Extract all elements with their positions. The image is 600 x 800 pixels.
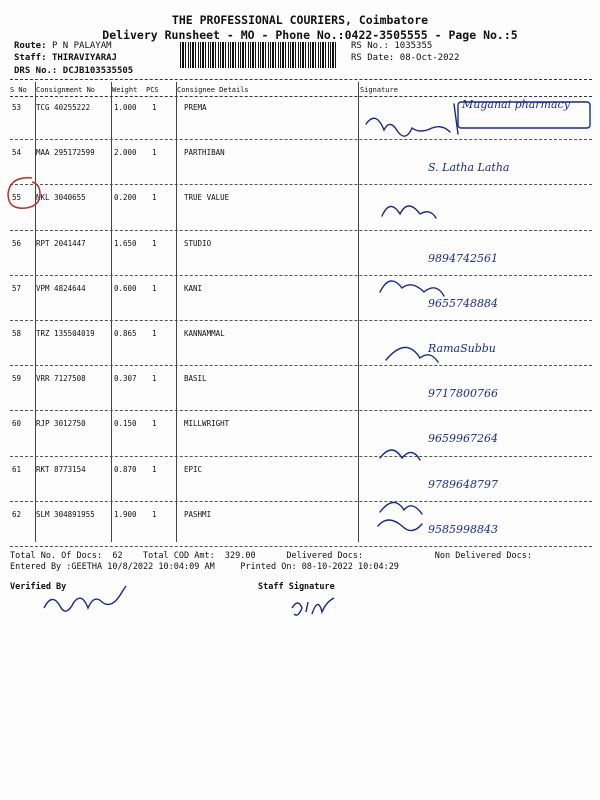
col-consignment-header: Consignment No	[36, 86, 96, 94]
rs-no-line	[351, 41, 432, 51]
route-line	[14, 41, 112, 51]
rs-date-value: 08-Oct-2022	[399, 53, 460, 63]
drs-value: DCJB103535505	[62, 66, 134, 76]
row-consignee: TRUE VALUE	[184, 193, 230, 203]
row-pcs: 1	[152, 193, 157, 203]
row-pcs: 1	[152, 374, 157, 384]
staff-value: THIRAVIYARAJ	[51, 53, 117, 63]
row-consignment-no: VPM 4824644	[36, 283, 86, 293]
row-pcs: 1	[152, 103, 157, 112]
row-divider	[10, 546, 592, 547]
row-pcs: 1	[152, 238, 157, 248]
totals-line: Total No. Of Docs: 62 Total COD Amt: 329.00 Delivered Docs: Non Delivered Docs:	[10, 551, 532, 561]
row-consignment-no: RJP 3012750	[36, 419, 86, 429]
signature-scribbles	[360, 96, 595, 546]
row-pcs: 1	[152, 464, 157, 474]
row-handwritten-note: 9655748884	[428, 296, 498, 310]
col-consignee-header: Consignee Details	[177, 86, 249, 94]
row-sno: 58	[12, 329, 22, 338]
col-pcs-header: PCS	[146, 86, 159, 94]
row-consignee: KANNAMMAL	[184, 329, 225, 338]
row-handwritten-note: 9894742561	[428, 251, 498, 265]
row-handwritten-note: S. Latha Latha	[428, 161, 510, 175]
row-handwritten-note: 9789648797	[428, 477, 498, 491]
row-consignee: MILLWRIGHT	[184, 419, 230, 429]
row-weight: 0.870	[114, 464, 137, 474]
drs-label: DRS No.:	[14, 66, 58, 76]
rs-no-label: RS No.:	[351, 41, 389, 51]
staff-line	[14, 53, 117, 63]
rs-date-line	[351, 53, 459, 63]
drs-line	[14, 66, 133, 76]
row-consignment-no: RPT 2041447	[36, 238, 86, 248]
header-divider-top	[10, 79, 592, 80]
row-consignee: BASIL	[184, 374, 207, 384]
staff-label: Staff:	[14, 53, 47, 63]
row-pcs: 1	[152, 419, 157, 429]
col-sno-header: S No	[10, 86, 27, 94]
row-handwritten-note: RamaSubbu	[428, 342, 496, 355]
circled-mark	[4, 172, 44, 214]
row-consignee: STUDIO	[184, 238, 212, 248]
row-consignment-no: RKT 8773154	[36, 464, 86, 474]
row-weight: 0.200	[114, 193, 137, 203]
staff-signature	[288, 594, 348, 624]
row-weight: 0.307	[114, 374, 137, 384]
row-weight: 1.000	[114, 103, 137, 112]
row-weight: 1.650	[114, 238, 137, 248]
row-consignment-no: TCG 40255222	[36, 103, 91, 112]
col-signature-header: Signature	[360, 86, 398, 94]
row-consignment-no: TRZ 135504019	[36, 329, 95, 338]
row-weight: 0.865	[114, 329, 137, 338]
row-handwritten-note: 9717800766	[428, 387, 498, 401]
row-sno: 57	[12, 283, 22, 293]
row-sno: 60	[12, 419, 22, 429]
row-pcs: 1	[152, 148, 157, 158]
row-handwritten-note: 9585998843	[428, 522, 498, 536]
row-consignee: PARTHIBAN	[184, 148, 225, 158]
verifier-signature	[40, 588, 140, 622]
route-value: P N PALAYAM	[51, 41, 112, 51]
row-consignee: PREMA	[184, 103, 207, 112]
rs-date-label: RS Date:	[351, 53, 395, 63]
row-weight: 2.000	[114, 148, 137, 158]
row-sno: 54	[12, 148, 22, 158]
row-sno: 61	[12, 464, 22, 474]
row-handwritten-note: 9659967264	[428, 432, 498, 446]
row-consignee: PASHMI	[184, 509, 212, 519]
row-weight: 1.900	[114, 509, 137, 519]
barcode	[180, 42, 338, 68]
row-sno: 56	[12, 238, 22, 248]
row-consignment-no: VRR 7127508	[36, 374, 86, 384]
page-subtitle: Delivery Runsheet - MO - Phone No.:0422-3505555 - Page No.:5	[102, 28, 518, 42]
row-weight: 0.150	[114, 419, 137, 429]
row-pcs: 1	[152, 509, 157, 519]
row-weight: 0.600	[114, 283, 137, 293]
page-title: THE PROFESSIONAL COURIERS, Coimbatore	[171, 13, 429, 27]
row-consignee: KANI	[184, 283, 203, 293]
row-consignment-no: MAA 295172599	[36, 148, 95, 158]
verified-by-label: Verified By	[10, 582, 67, 592]
row-consignment-no: NKL 3040655	[36, 193, 86, 203]
row-sno: 62	[12, 509, 22, 519]
row-pcs: 1	[152, 283, 157, 293]
row-sno: 59	[12, 374, 22, 384]
row-sno: 55	[12, 193, 22, 203]
staff-signature-label: Staff Signature	[258, 582, 335, 592]
row-pcs: 1	[152, 329, 157, 338]
row-consignee: EPIC	[184, 464, 203, 474]
entered-line: Entered By :GEETHA 10/8/2022 10:04:09 AM Printed On: 08-10-2022 10:04:29	[10, 562, 399, 572]
row-consignment-no: SLM 304891955	[36, 509, 95, 519]
route-label: Route:	[14, 41, 47, 51]
row-sno: 53	[12, 103, 22, 112]
col-weight-header: Weight	[112, 86, 138, 94]
row-handwritten-note: Muganai pharmacy	[462, 98, 570, 111]
rs-no-value: 1035355	[394, 41, 433, 51]
